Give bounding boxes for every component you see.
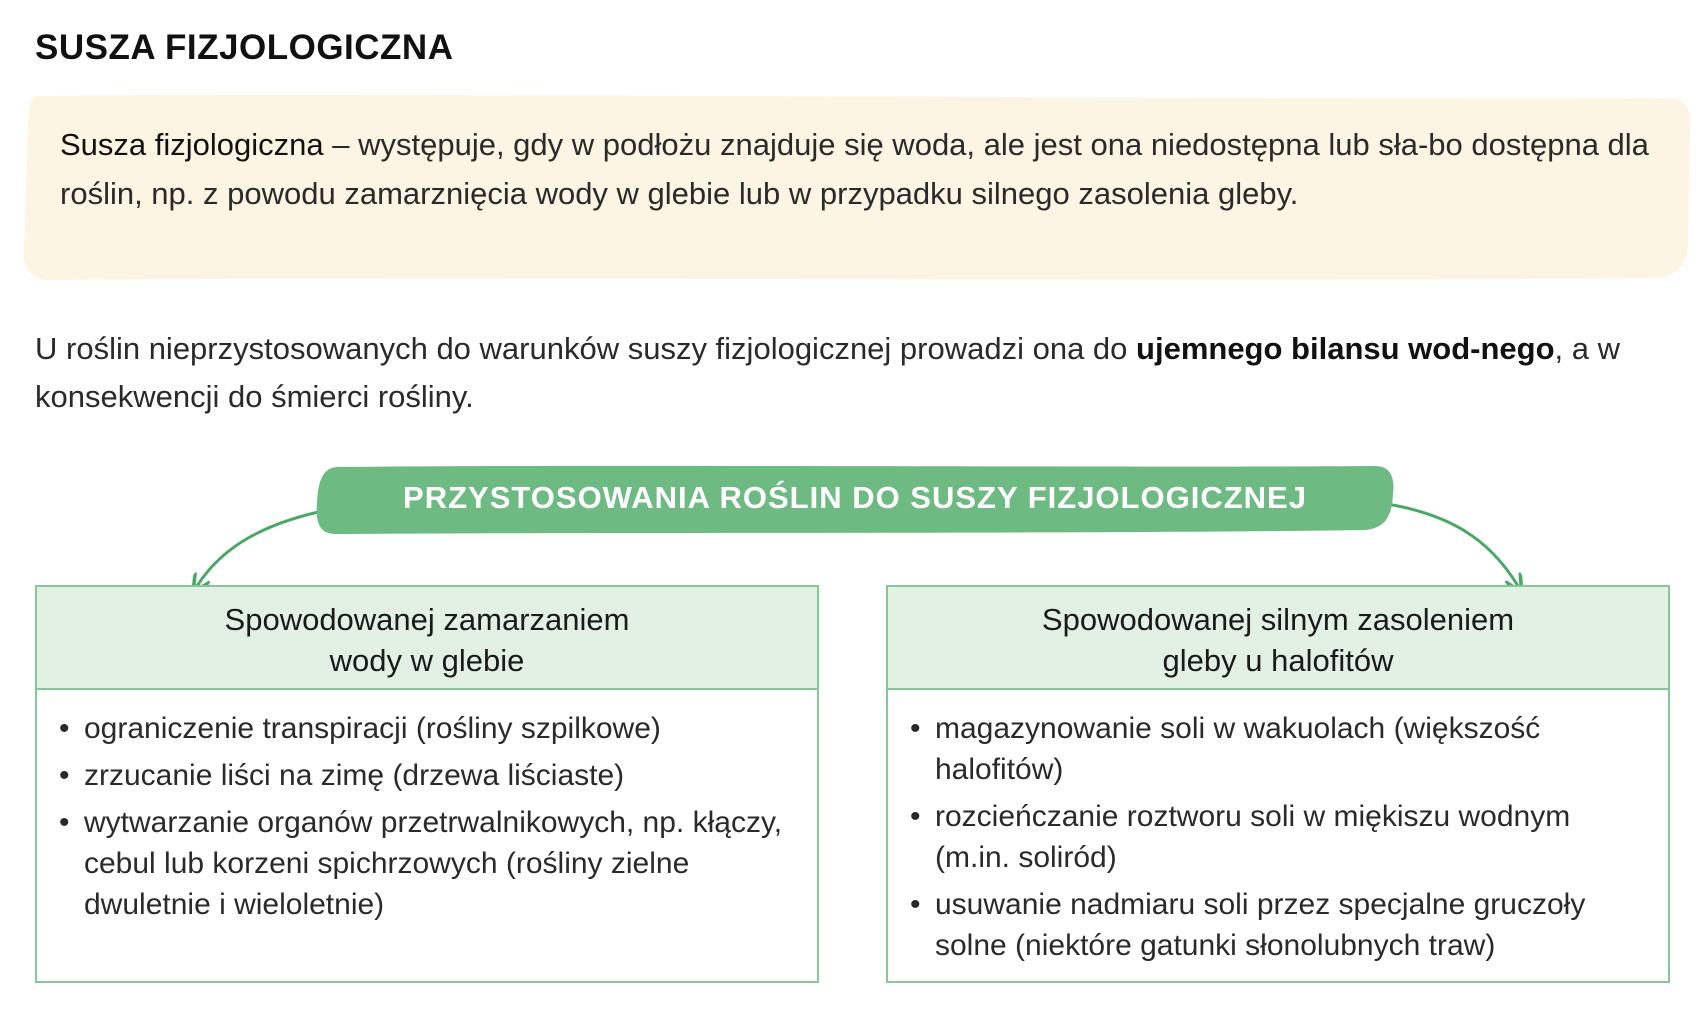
bullet-icon: • [59, 806, 70, 839]
list-item-text: usuwanie nadmiaru soli przez specjalne gruczoły solne (niektóre gatunki słonolubnych traw) [935, 888, 1586, 962]
panel-heading-line2: gleby u halofitów [1162, 643, 1394, 678]
definition-box [20, 92, 1694, 284]
paragraph-after: , a w konsekwencji do śmierci rośliny. [35, 331, 1620, 414]
panel-salinity [886, 585, 1670, 983]
body-paragraph [35, 325, 1675, 421]
list-item [59, 708, 797, 749]
list-item-text: rozcieńczanie roztworu soli w miękiszu wodnym (m.in. soliród) [935, 800, 1571, 874]
bullet-icon: • [910, 800, 921, 833]
panel-freezing [35, 585, 819, 983]
definition-text [60, 120, 1670, 218]
panel-heading-line1: Spowodowanej zamarzaniem [224, 602, 630, 637]
panel-list [888, 690, 1668, 966]
definition-term: Susza fizjologiczna [60, 127, 324, 162]
adaptations-diagram [0, 460, 1701, 1015]
page-title: SUSZA FIZJOLOGICZNA [35, 28, 454, 67]
list-item [910, 708, 1648, 790]
banner-title: PRZYSTOSOWANIA ROŚLIN DO SUSZY FIZJOLOGICZNEJ [403, 480, 1307, 515]
bullet-icon: • [59, 759, 70, 792]
list-item-text: wytwarzanie organów przetrwalnikowych, np. kłączy, cebul lub korzeni spichrzowych (rośliny zielne dwuletnie i wieloletnie) [84, 806, 783, 921]
list-item [910, 796, 1648, 878]
right-arrow [1374, 502, 1518, 586]
list-item [59, 755, 797, 796]
list-item-text: magazynowanie soli w wakuolach (większość halofitów) [935, 712, 1541, 786]
panel-heading [888, 587, 1668, 690]
panel-list [37, 690, 817, 925]
bullet-icon: • [910, 888, 921, 921]
bullet-icon: • [910, 712, 921, 745]
panel-heading-line2: wody w glebie [329, 643, 525, 678]
paragraph-before: U roślin nieprzystosowanych do warunków suszy fizjologicznej prowadzi ona do [35, 331, 1137, 366]
panel-heading-line1: Spowodowanej silnym zasoleniem [1041, 602, 1515, 637]
list-item-text: zrzucanie liści na zimę (drzewa liściaste) [84, 759, 625, 792]
list-item [59, 802, 797, 925]
panel-heading [37, 587, 817, 690]
paragraph-emphasis: ujemnego bilansu wod-nego [1136, 331, 1555, 366]
bullet-icon: • [59, 712, 70, 745]
definition-body: – występuje, gdy w podłożu znajduje się woda, ale jest ona niedostępna lub sła-bo dostępna dla roślin, np. z powodu zamarznięcia wody w glebie lub w przypadku silnego zasolenia gleby. [60, 127, 1649, 211]
diagram-banner [315, 464, 1395, 538]
list-item [910, 884, 1648, 966]
list-item-text: ograniczenie transpiracji (rośliny szpilkowe) [84, 712, 661, 745]
